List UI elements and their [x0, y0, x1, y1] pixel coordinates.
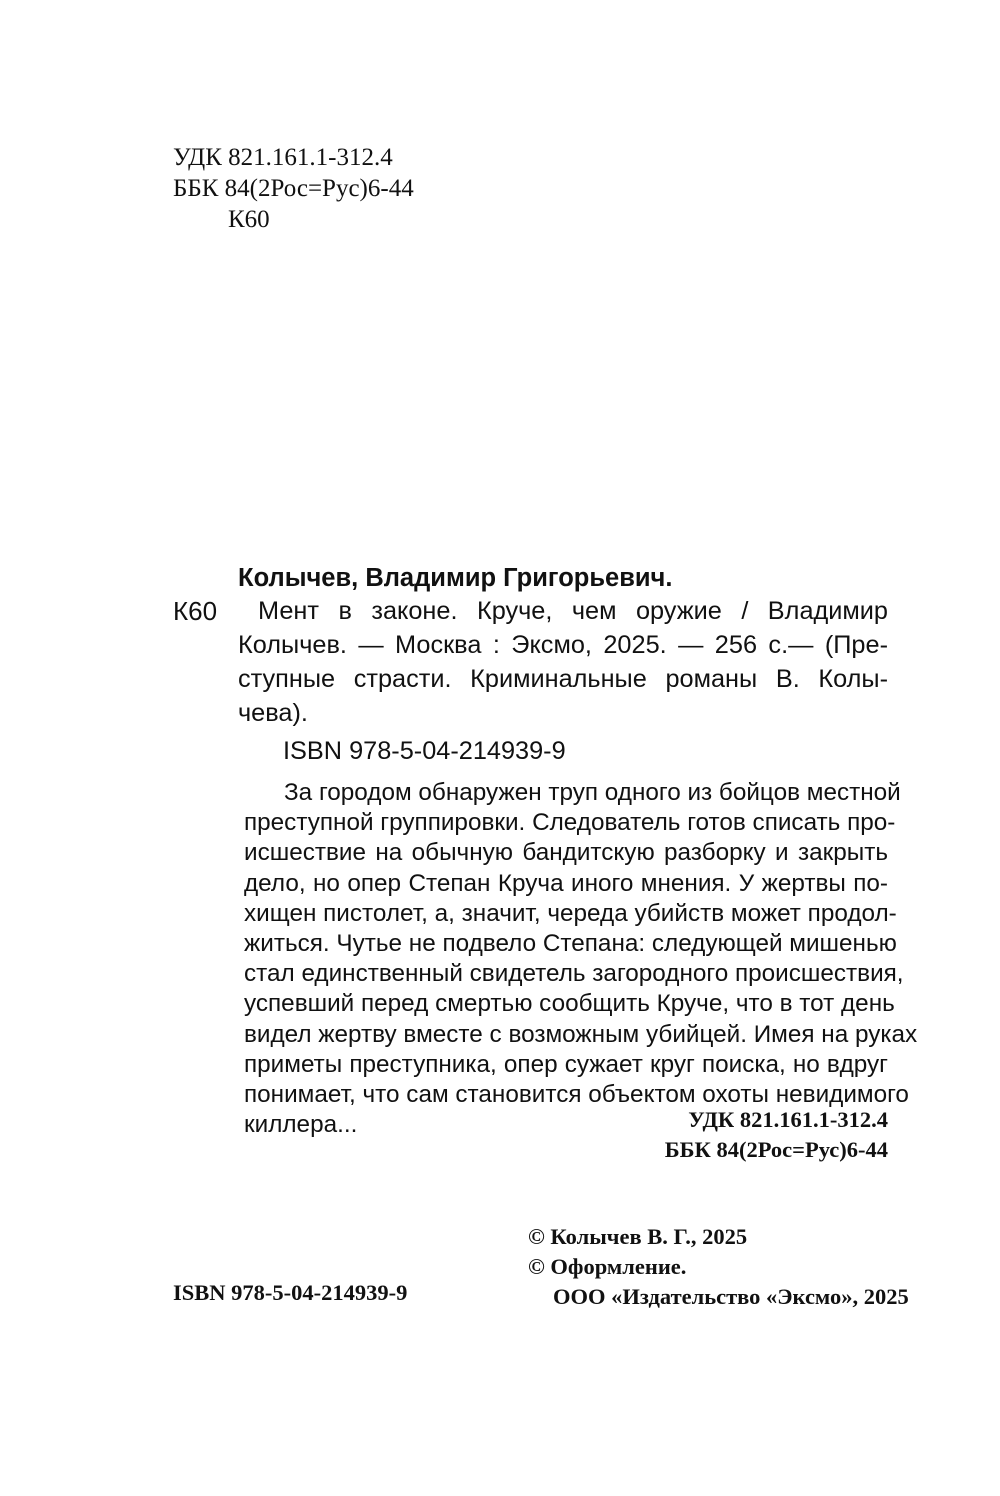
side-author-mark: К60 — [173, 596, 218, 626]
annotation-line: хищен пистолет, а, значит, череда убийств может продол- — [244, 899, 897, 927]
annotation — [244, 778, 918, 1140]
copyright-author: © Колычев В. Г., 2025 — [528, 1224, 748, 1249]
annotation-line: исшествие на обычную бандитскую разборку и закрыть — [244, 839, 888, 867]
annotation-line: стал единственный свидетель загородного происшествия, — [244, 960, 904, 988]
author-heading: Колычев, Владимир Григорьевич. — [238, 564, 673, 592]
udk-code-bold: УДК 821.161.1-312.4 — [688, 1107, 888, 1132]
copyright-publisher: ООО «Издательство «Эксмо», 2025 — [553, 1284, 909, 1309]
annotation-line: житься. Чутье не подвело Степана: следующей мишенью — [244, 930, 897, 958]
annotation-line: дело, но опер Степан Круча иного мнения. У жертвы по- — [244, 869, 888, 897]
annotation-line: успевший перед смертью сообщить Круче, что в тот день — [244, 990, 895, 1018]
bib-line: чева). — [238, 699, 308, 727]
copyright-design: © Оформление. — [528, 1254, 687, 1279]
author-mark: К60 — [228, 206, 270, 233]
isbn-record: ISBN 978-5-04-214939-9 — [283, 737, 566, 765]
annotation-line: видел жертву вместе с возможным убийцей. Имея на руках — [244, 1020, 918, 1048]
top-classification-codes — [173, 142, 414, 235]
bibliographic-description — [238, 594, 888, 730]
annotation-line: За городом обнаружен труп одного из бойцов местной — [284, 779, 901, 806]
annotation-line: киллера... — [244, 1111, 358, 1139]
bbk-code-bold: ББК 84(2Рос=Рус)6-44 — [664, 1137, 888, 1162]
bib-line: ступные страсти. Криминальные романы В. Колы- — [238, 665, 888, 693]
udk-code: УДК 821.161.1-312.4 — [173, 144, 393, 171]
copyright-block — [528, 1222, 909, 1312]
bottom-classification-codes — [665, 1105, 888, 1165]
annotation-line: понимает, что сам становится объектом охоты невидимого — [244, 1081, 909, 1109]
annotation-line: приметы преступника, опер сужает круг поиска, но вдруг — [244, 1050, 888, 1078]
bib-line: Колычев. — Москва : Эксмо, 2025. — 256 с.— (Пре- — [238, 631, 888, 659]
bib-line: Мент в законе. Круче, чем оружие / Владимир — [258, 597, 888, 625]
isbn-bottom: ISBN 978-5-04-214939-9 — [173, 1280, 408, 1305]
bbk-code: ББК 84(2Рос=Рус)6-44 — [173, 175, 414, 202]
annotation-line: преступной группировки. Следователь готов списать про- — [244, 809, 896, 837]
